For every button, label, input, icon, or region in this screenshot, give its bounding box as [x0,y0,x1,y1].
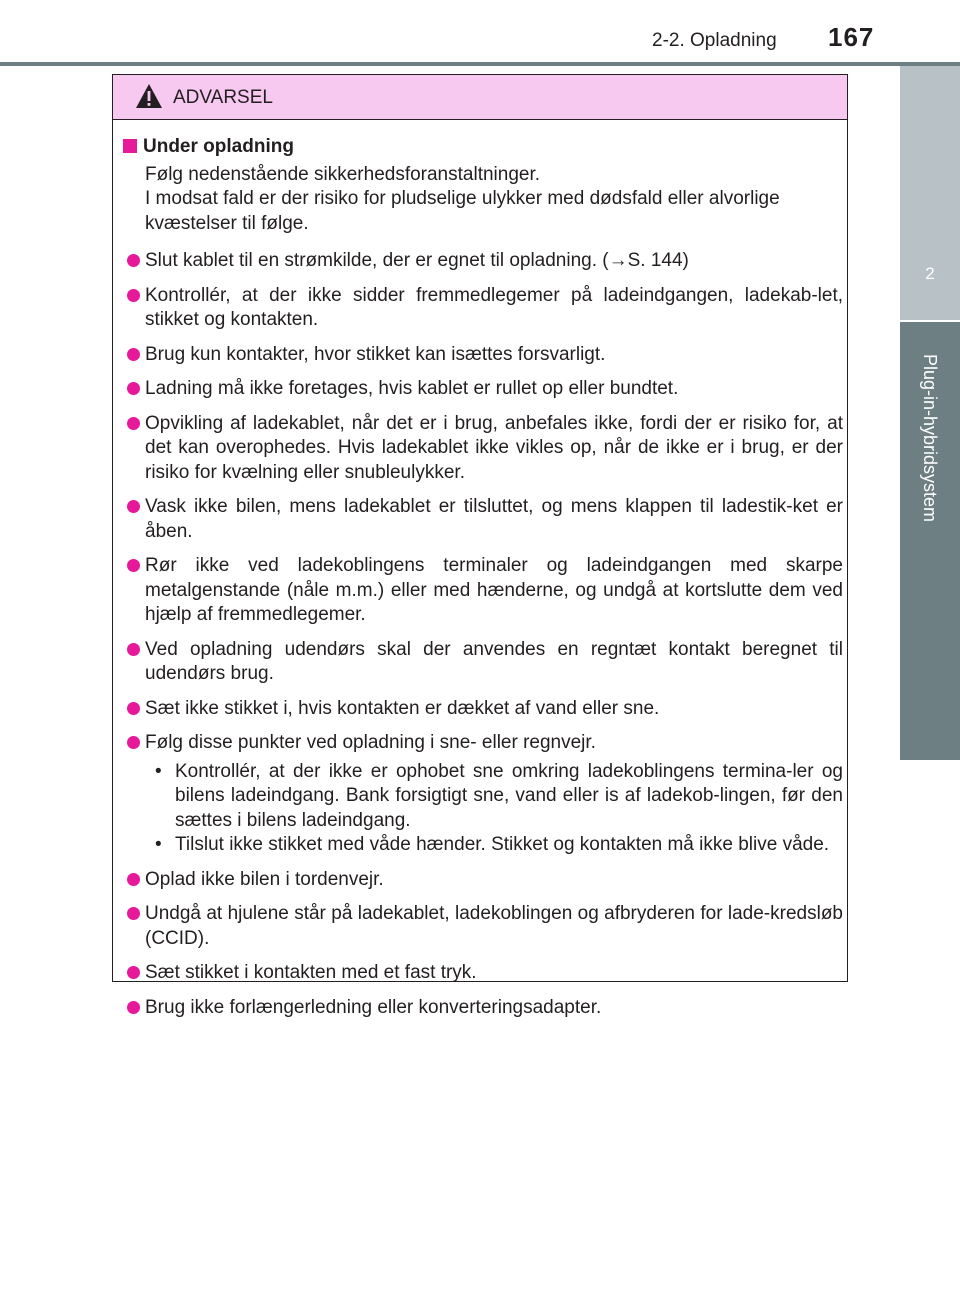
bullet-dot-icon [127,966,140,979]
bullet-dot-icon [127,348,140,361]
bullet-list [123,249,843,1020]
list-item [123,902,843,951]
bullet-dot-icon [127,736,140,749]
list-item-text: Oplad ikke bilen i tordenvejr. [145,868,384,890]
list-item-text: Ladning må ikke foretages, hvis kablet er rullet op eller bundtet. [145,378,679,399]
bullet-dot-icon [127,417,140,430]
list-item-text: Kontrollér, at der ikke sidder fremmedlegemer på ladeindgangen, ladekab-let, stikket og kontakten. [145,284,843,330]
list-item [123,495,843,544]
warning-box [112,74,848,1018]
list-item-text: Undgå at hjulene står på ladekablet, ladekoblingen og afbryderen for lade-kredsløb (CCID). [145,903,843,949]
sub-bullet-icon: • [155,760,162,782]
bullet-dot-icon [127,382,140,395]
list-item-text: Opvikling af ladekablet, når det er i brug, anbefales ikke, fordi der er risiko for, at det kan overophedes. Hvis ladekablet ikke vikles op, når de ikke er i brug, er der risiko for kvælning eller snubleulykker. [145,412,843,483]
list-item [123,554,843,628]
warning-header [113,75,847,120]
sub-bullet-list [145,760,843,858]
section-title: 2-2. Opladning [652,30,777,51]
list-item-text: Brug ikke forlængerledning eller konverteringsadapter. [145,996,602,1018]
list-item [123,731,843,858]
bullet-dot-icon [127,873,140,886]
page-number: 167 [828,22,875,52]
bullet-dot-icon [127,643,140,656]
list-item [123,868,843,893]
list-item-text: Ved opladning udendørs skal der anvendes en regntæt kontakt beregnet til udendørs brug. [145,638,843,684]
chapter-title-tab [900,322,960,760]
sub-list-item [145,760,843,834]
bullet-dot-icon [127,1001,140,1014]
list-item [123,638,843,687]
list-item [123,343,843,368]
list-item-text: Brug kun kontakter, hvor stikket kan isættes forsvarligt. [145,343,606,365]
list-item [123,377,843,402]
sub-bullet-icon: • [155,834,162,855]
bullet-dot-icon [127,907,140,920]
list-item-text: Sæt stikket i kontakten med et fast tryk. [145,962,477,983]
list-item-text: Følg disse punkter ved opladning i sne- eller regnvejr. [145,732,596,753]
list-item [123,249,843,274]
intro-line: I modsat fald er der risiko for pludselige ulykker med dødsfald eller alvorlige [145,188,780,209]
intro-line: kvæstelser til følge. [145,212,309,234]
warning-label: ADVARSEL [173,87,273,108]
section-heading-text: Under opladning [143,136,294,157]
intro-line: Følg nedenstående sikkerhedsforanstaltninger. [145,163,541,185]
warning-body [123,135,843,1020]
chapter-number: 2 [925,264,935,283]
list-item-text: Rør ikke ved ladekoblingens terminaler og ladeindgangen med skarpe metalgenstande (nåle m.m.) eller med hænderne, og undgå at kortslutte dem ved hjælp af fremmedlegemer. [145,555,843,625]
list-item [123,996,843,1021]
sub-list-item-text: Tilslut ikke stikket med våde hænder. Stikket og kontakten må ikke blive våde. [175,834,830,855]
intro-text [123,163,843,237]
list-item [123,284,843,333]
header-rule [0,62,960,66]
list-item-text: Vask ikke bilen, mens ladekablet er tilsluttet, og mens klappen til ladestik-ket er åben. [145,496,843,542]
list-item [123,412,843,486]
chapter-number-tab [900,66,960,320]
bullet-dot-icon [127,559,140,572]
square-bullet-icon [123,139,137,153]
list-item-text: Sæt ikke stikket i, hvis kontakten er dækket af vand eller sne. [145,697,660,719]
list-item-text: Slut kablet til en strømkilde, der er egnet til opladning. (→S. 144) [145,250,689,271]
chapter-title: Plug-in-hybridsystem [920,354,940,523]
list-item [123,697,843,722]
sub-list-item [145,833,843,858]
sub-list-item-text: Kontrollér, at der ikke er ophobet sne omkring ladekoblingens termina-ler og bilens ladeindgang. Bank forsigtigt sne, vand eller is af ladekob-lingen, før den sættes i bilens ladeindgang. [175,760,843,831]
section-heading [123,135,843,160]
bullet-dot-icon [127,289,140,302]
list-item [123,961,843,986]
warning-triangle-icon [135,83,163,114]
bullet-dot-icon [127,702,140,715]
bullet-dot-icon [127,500,140,513]
bullet-dot-icon [127,254,140,267]
